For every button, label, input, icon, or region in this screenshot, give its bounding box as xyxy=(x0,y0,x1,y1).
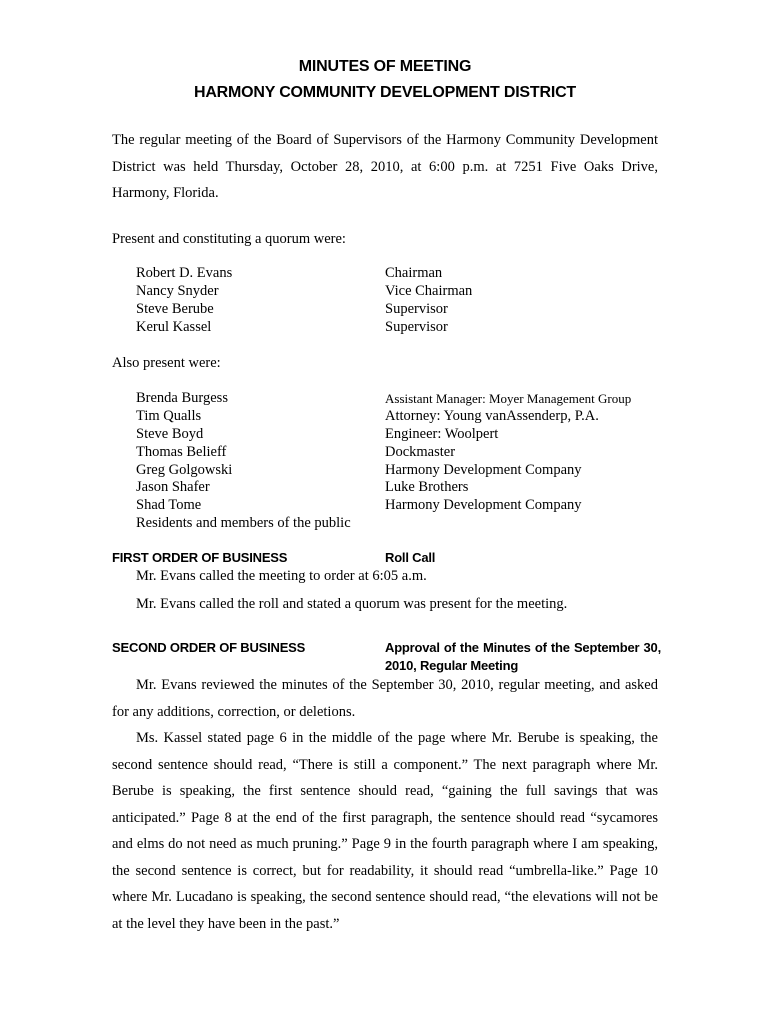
title-line-1: MINUTES OF MEETING xyxy=(298,58,472,75)
quorum-name: Nancy Snyder xyxy=(136,283,219,299)
attendee-name: Shad Tome xyxy=(136,497,202,513)
quorum-role: Chairman xyxy=(385,265,443,281)
first-order-paragraph: Mr. Evans called the roll and stated a quorum was present for the meeting. xyxy=(136,596,568,612)
attendee-role: Assistant Manager: Moyer Management Group xyxy=(385,391,632,406)
attendee-role: Harmony Development Company xyxy=(385,462,582,478)
second-order-paragraph: Mr. Evans reviewed the minutes of the September 30, 2010, regular meeting, and asked for any additions, correction, or deletions. xyxy=(112,677,658,720)
first-order-paragraph: Mr. Evans called the meeting to order at 6:05 a.m. xyxy=(136,568,427,584)
second-order-heading: SECOND ORDER OF BUSINESS xyxy=(112,640,306,655)
attendee-role: Engineer: Woolpert xyxy=(385,426,499,442)
intro-paragraph: The regular meeting of the Board of Supervisors of the Harmony Community Development District was held Thursday, October 28, 2010, at 6:00 p.m. at 7251 Five Oaks Drive, Harmony, Florida. xyxy=(112,132,658,201)
attendee-name: Greg Golgowski xyxy=(136,462,233,478)
quorum-role: Supervisor xyxy=(385,319,448,335)
attendee-role: Dockmaster xyxy=(385,444,456,460)
attendee-role: Attorney: Young vanAssenderp, P.A. xyxy=(385,408,599,424)
attendee-name: Tim Qualls xyxy=(136,408,202,424)
quorum-name: Kerul Kassel xyxy=(136,319,212,335)
attendee-name: Residents and members of the public xyxy=(136,515,351,531)
quorum-role: Vice Chairman xyxy=(385,283,473,299)
title-line-2: HARMONY COMMUNITY DEVELOPMENT DISTRICT xyxy=(193,84,577,101)
quorum-role: Supervisor xyxy=(385,301,448,317)
attendee-name: Steve Boyd xyxy=(136,426,204,442)
quorum-label: Present and constituting a quorum were: xyxy=(112,231,346,247)
attendee-role: Luke Brothers xyxy=(385,479,469,495)
first-order-subject: Roll Call xyxy=(385,550,436,565)
second-order-subject: Approval of the Minutes of the September 30, 2010, Regular Meeting xyxy=(385,640,661,673)
quorum-name: Robert D. Evans xyxy=(136,265,233,281)
attendee-role: Harmony Development Company xyxy=(385,497,582,513)
also-present-label: Also present were: xyxy=(112,355,221,371)
first-order-heading: FIRST ORDER OF BUSINESS xyxy=(112,550,288,565)
attendee-name: Brenda Burgess xyxy=(136,390,228,406)
attendee-name: Jason Shafer xyxy=(136,479,210,495)
second-order-paragraph: Ms. Kassel stated page 6 in the middle of the page where Mr. Berube is speaking, the second sentence should read, “There is still a component.” The next paragraph where Mr. Berube is speaking, the first sentence should read, “gaining the full savings that was anticipated.” Page 8 at the end of the first paragraph, the sentence should read “sycamores and elms do not need as much pruning.” Page 9 in the fourth paragraph where I am speaking, the second sentence is correct, but for readability, it should read “umbrella-like.” Page 10 where Mr. Lucadano is speaking, the second sentence should read, “the elevations will not be at the level they have been in the past.” xyxy=(112,730,658,932)
attendee-name: Thomas Belieff xyxy=(136,444,227,460)
quorum-name: Steve Berube xyxy=(136,301,214,317)
